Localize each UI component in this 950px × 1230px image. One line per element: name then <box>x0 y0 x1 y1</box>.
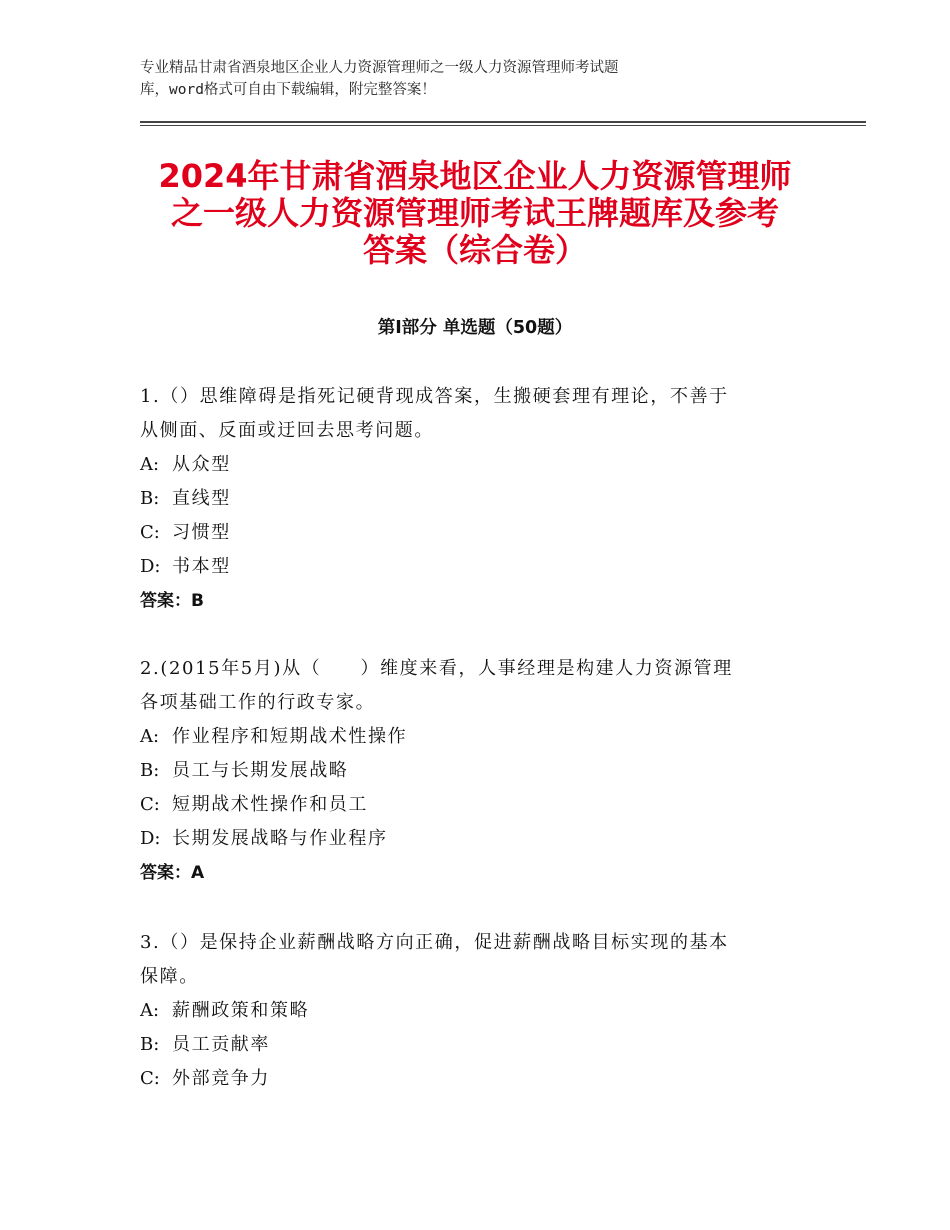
option-letter: A: <box>140 1000 160 1021</box>
question-2 <box>140 652 820 890</box>
option-letter: C: <box>140 794 160 815</box>
option-a <box>140 448 820 482</box>
option-letter: B: <box>140 488 160 509</box>
option-c <box>140 788 820 822</box>
header-divider-thin <box>140 125 866 126</box>
question-3 <box>140 926 820 1096</box>
section-title: 第Ⅰ部分 单选题（50题） <box>377 318 573 338</box>
option-text: 习惯型 <box>172 522 231 543</box>
option-letter: B: <box>140 760 160 781</box>
header-divider-thick <box>140 121 866 123</box>
question-stem <box>140 652 820 720</box>
question-stem-line: 保障。 <box>140 966 199 987</box>
header-note-line-2: 库，word格式可自由下载编辑，附完整答案！ <box>140 82 436 98</box>
option-c <box>140 516 820 550</box>
option-text: 外部竞争力 <box>172 1068 270 1089</box>
option-a <box>140 994 820 1028</box>
option-letter: A: <box>140 726 160 747</box>
question-stem-line: 3.（）是保持企业薪酬战略方向正确，促进薪酬战略目标实现的基本 <box>140 932 729 953</box>
option-b <box>140 1028 820 1062</box>
option-letter: C: <box>140 1068 160 1089</box>
answer-label: 答案：A <box>140 863 205 883</box>
question-stem-line: 从侧面、反面或迂回去思考问题。 <box>140 420 434 441</box>
option-d <box>140 550 820 584</box>
question-stem-line: 2.(2015年5月)从（ ）维度来看，人事经理是构建人力资源管理 <box>140 658 733 679</box>
option-text: 员工与长期发展战略 <box>172 760 349 781</box>
question-stem <box>140 380 820 448</box>
header-note-line-1: 专业精品甘肃省酒泉地区企业人力资源管理师之一级人力资源管理师考试题 <box>140 60 619 76</box>
option-c <box>140 1062 820 1096</box>
document-title-line-3: 答案（综合卷） <box>362 231 587 269</box>
option-letter: B: <box>140 1034 160 1055</box>
question-stem <box>140 926 820 994</box>
option-letter: D: <box>140 828 161 849</box>
option-d <box>140 822 820 856</box>
option-text: 薪酬政策和策略 <box>172 1000 310 1021</box>
option-text: 书本型 <box>172 556 231 577</box>
option-text: 直线型 <box>172 488 231 509</box>
option-text: 作业程序和短期战术性操作 <box>172 726 408 747</box>
document-title <box>120 158 830 269</box>
document-title-line-2: 之一级人力资源管理师考试王牌题库及参考 <box>170 194 779 232</box>
option-text: 短期战术性操作和员工 <box>172 794 368 815</box>
question-stem-line: 各项基础工作的行政专家。 <box>140 692 376 713</box>
document-title-line-1: 2024年甘肃省酒泉地区企业人力资源管理师 <box>158 157 792 195</box>
option-b <box>140 754 820 788</box>
option-letter: A: <box>140 454 160 475</box>
question-1 <box>140 380 820 618</box>
header-note <box>140 57 800 101</box>
answer-label: 答案：B <box>140 591 204 611</box>
option-letter: D: <box>140 556 161 577</box>
option-text: 员工贡献率 <box>172 1034 270 1055</box>
option-text: 长期发展战略与作业程序 <box>172 828 388 849</box>
question-stem-line: 1.（）思维障碍是指死记硬背现成答案，生搬硬套理有理论，不善于 <box>140 386 729 407</box>
option-a <box>140 720 820 754</box>
option-letter: C: <box>140 522 160 543</box>
option-b <box>140 482 820 516</box>
option-text: 从众型 <box>172 454 231 475</box>
